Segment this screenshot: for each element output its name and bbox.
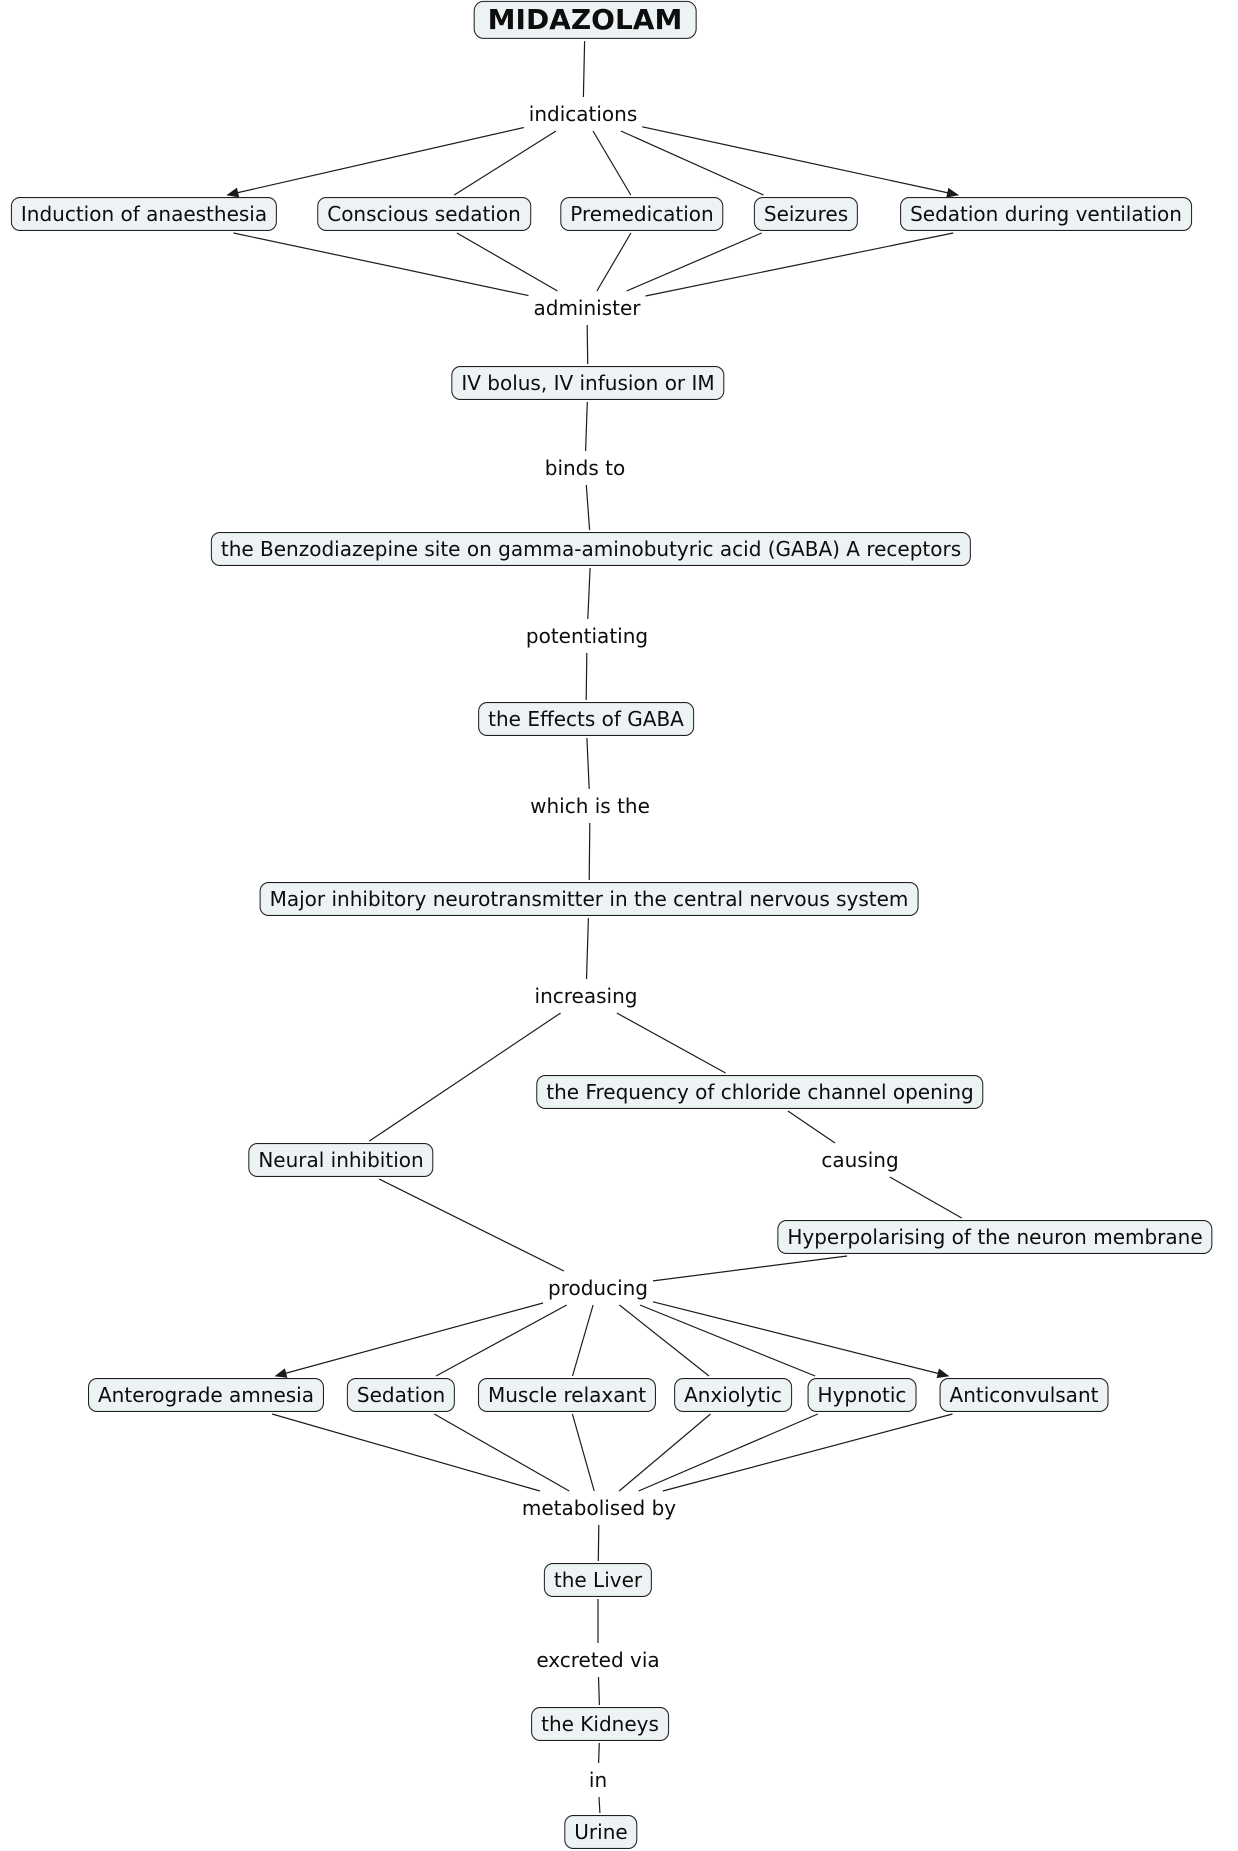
edge-line	[454, 131, 556, 195]
node-conscious[interactable]: Conscious sedation	[317, 197, 531, 231]
edge-line	[457, 233, 558, 291]
edge-line	[597, 233, 631, 291]
node-sedation[interactable]: Sedation	[347, 1378, 455, 1412]
edge-line	[587, 325, 588, 364]
edge-line	[589, 823, 590, 880]
edge-line	[436, 1305, 567, 1376]
link-label-excreted[interactable]: excreted via	[536, 1648, 660, 1672]
link-label-bindsto[interactable]: binds to	[544, 456, 626, 480]
node-ivbolus[interactable]: IV bolus, IV infusion or IM	[451, 366, 724, 400]
edge-line	[627, 233, 762, 291]
node-ventilation[interactable]: Sedation during ventilation	[900, 197, 1192, 231]
edge-line	[642, 127, 958, 195]
node-urine[interactable]: Urine	[564, 1815, 637, 1849]
edge-line	[890, 1177, 962, 1218]
link-label-increasing[interactable]: increasing	[534, 984, 638, 1008]
edge-line	[586, 402, 588, 451]
edge-line	[653, 1256, 847, 1281]
node-liver[interactable]: the Liver	[544, 1563, 652, 1597]
edge-line	[586, 485, 589, 530]
edge-line	[572, 1414, 594, 1491]
node-kidneys[interactable]: the Kidneys	[531, 1707, 669, 1741]
edge-line	[599, 1677, 600, 1705]
edge-line	[640, 1305, 815, 1376]
edge-line	[598, 1525, 599, 1561]
node-anticonvulsant[interactable]: Anticonvulsant	[940, 1378, 1109, 1412]
node-hyperpol[interactable]: Hyperpolarising of the neuron membrane	[777, 1220, 1212, 1254]
node-frequency[interactable]: the Frequency of chloride channel opening	[536, 1075, 983, 1109]
edge-line	[599, 1743, 600, 1763]
edge-line	[234, 233, 529, 296]
edge-line	[573, 1305, 594, 1376]
edge-line	[227, 128, 523, 196]
node-amnesia[interactable]: Anterograde amnesia	[88, 1378, 324, 1412]
edge-line	[587, 918, 589, 979]
edge-line	[599, 1797, 600, 1813]
link-label-metabolised[interactable]: metabolised by	[521, 1496, 677, 1520]
node-benzo[interactable]: the Benzodiazepine site on gamma-aminobutyric acid (GABA) A receptors	[211, 532, 971, 566]
edge-line	[272, 1414, 540, 1491]
edge-line	[379, 1179, 564, 1271]
node-hypnotic[interactable]: Hypnotic	[808, 1378, 917, 1412]
edge-line	[587, 738, 589, 789]
link-label-causing[interactable]: causing	[821, 1148, 899, 1172]
node-seizures[interactable]: Seizures	[754, 197, 858, 231]
edge-line	[588, 568, 590, 619]
node-anxiolytic[interactable]: Anxiolytic	[674, 1378, 792, 1412]
edge-line	[646, 233, 954, 296]
node-majorinhib[interactable]: Major inhibitory neurotransmitter in the central nervous system	[260, 882, 919, 916]
link-label-producing[interactable]: producing	[547, 1276, 649, 1300]
edge-line	[617, 1013, 726, 1073]
link-label-administer[interactable]: administer	[533, 296, 641, 320]
node-gabaeffects[interactable]: the Effects of GABA	[478, 702, 694, 736]
node-neuralinhib[interactable]: Neural inhibition	[248, 1143, 433, 1177]
edge-line	[583, 41, 584, 97]
edge-line	[663, 1414, 953, 1491]
edge-line	[619, 1305, 709, 1376]
edge-line	[621, 131, 764, 195]
node-musclerelax[interactable]: Muscle relaxant	[478, 1378, 656, 1412]
edge-line	[653, 1302, 948, 1376]
edge-line	[788, 1111, 835, 1143]
link-label-whichisthe[interactable]: which is the	[530, 794, 650, 818]
node-title[interactable]: MIDAZOLAM	[474, 1, 697, 39]
link-label-in[interactable]: in	[588, 1768, 608, 1792]
link-label-potentiating[interactable]: potentiating	[525, 624, 649, 648]
link-label-indications[interactable]: indications	[528, 102, 638, 126]
edge-line	[369, 1013, 560, 1141]
edge-line	[586, 653, 587, 700]
node-induction[interactable]: Induction of anaesthesia	[11, 197, 277, 231]
node-premedication[interactable]: Premedication	[560, 197, 723, 231]
edge-line	[593, 131, 631, 195]
